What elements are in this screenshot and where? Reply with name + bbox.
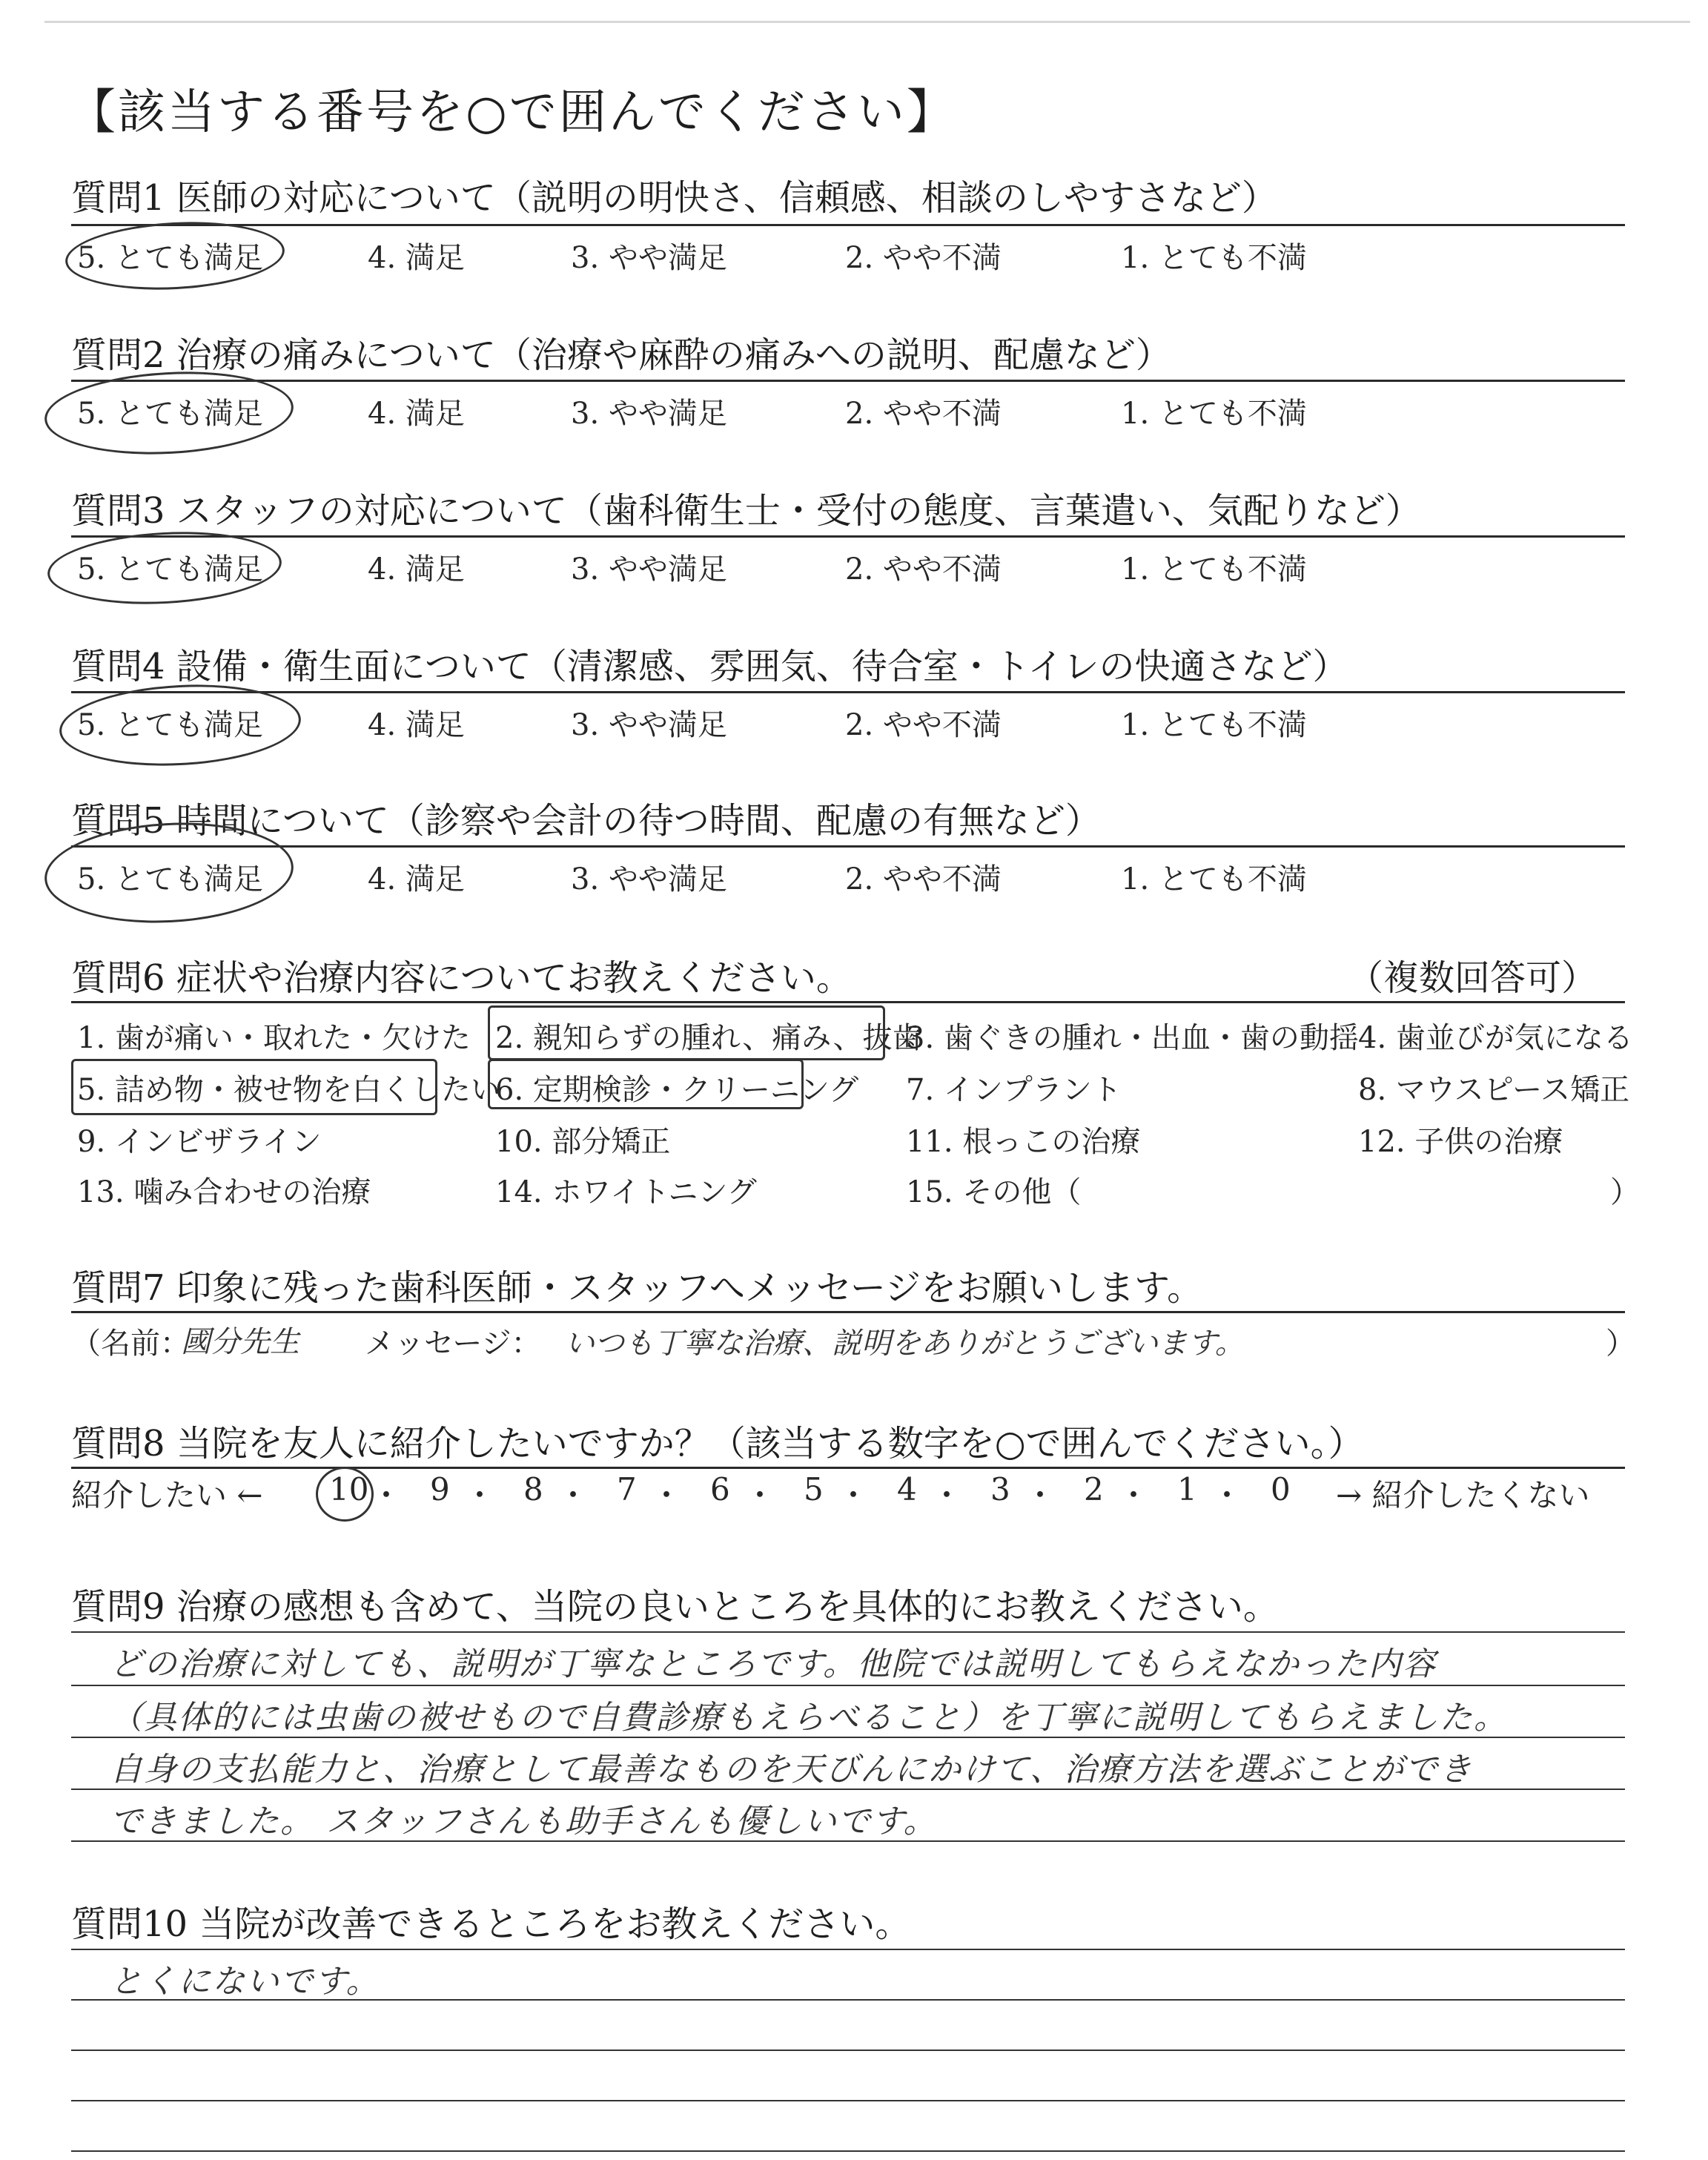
q9-answer-line — [71, 1631, 1625, 1633]
q8-selection-circle — [316, 1467, 374, 1522]
q5-options — [0, 856, 1708, 900]
q8-dot: ・ — [651, 1477, 683, 1513]
q4-rule — [71, 691, 1625, 693]
q5-rule — [71, 845, 1625, 848]
q7-message-label: メッセージ： — [365, 1327, 541, 1361]
q4-option-3[interactable]: 3. やや満足 — [571, 708, 727, 742]
q6-item-10[interactable]: 10. 部分矯正 — [495, 1125, 671, 1159]
q8-left-label: 紹介したい ← — [71, 1477, 263, 1513]
q6-item-6-selection-box — [488, 1059, 804, 1109]
q6-rule — [71, 1001, 1625, 1003]
q8-dot: ・ — [557, 1477, 589, 1513]
q1-selection-circle — [64, 217, 286, 294]
q10-answer-line — [71, 2050, 1625, 2051]
form-header: 【該当する番号を○で囲んでください】 — [68, 85, 956, 140]
q8-dot: ・ — [464, 1477, 496, 1513]
q1-options — [0, 234, 1708, 279]
q8-scale-6[interactable]: 6 — [710, 1471, 730, 1507]
q7-name-value[interactable]: 國分先生 — [181, 1325, 299, 1359]
q9-answer-text[interactable]: どの治療に対しても、説明が丁寧なところです。他院では説明してもらえなかった内容 — [110, 1645, 1437, 1683]
q2-option-4[interactable]: 4. 満足 — [368, 397, 465, 431]
q4-options — [0, 701, 1708, 746]
q6-item-2-selection-box — [488, 1005, 885, 1060]
q6-item-7[interactable]: 7. インプラント — [906, 1073, 1122, 1107]
q2-title: 質問2 治療の痛みについて（治療や麻酔の痛みへの説明、配慮など） — [71, 334, 1171, 376]
q7-name-label: （名前： — [71, 1327, 190, 1361]
q6-item-11[interactable]: 11. 根っこの治療 — [906, 1125, 1141, 1159]
q2-option-5[interactable]: 5. とても満足 — [77, 397, 263, 431]
q8-scale-0[interactable]: 0 — [1271, 1471, 1291, 1507]
q2-rule — [71, 380, 1625, 382]
q2-option-2[interactable]: 2. やや不満 — [845, 397, 1002, 431]
q9-answer-text[interactable]: できました。 スタッフさんも助手さんも優しいです。 — [110, 1803, 938, 1840]
q6-item-5[interactable]: 5. 詰め物・被せ物を白くしたい — [77, 1073, 500, 1107]
q3-title: 質問3 スタッフの対応について（歯科衛生士・受付の態度、言葉遣い、気配りなど） — [71, 490, 1421, 532]
q6-other-close-paren: ） — [1610, 1175, 1640, 1209]
q8-scale-1[interactable]: 1 — [1177, 1471, 1197, 1507]
q5-option-3[interactable]: 3. やや満足 — [571, 862, 727, 896]
q5-option-4[interactable]: 4. 満足 — [368, 862, 465, 896]
q5-title: 質問5 時間について（診察や会計の待つ時間、配慮の有無など） — [71, 800, 1101, 842]
q5-option-2[interactable]: 2. やや不満 — [845, 862, 1002, 896]
q6-item-1[interactable]: 1. 歯が痛い・取れた・欠けた — [77, 1021, 471, 1055]
q6-item-15[interactable]: 15. その他（ — [906, 1175, 1082, 1209]
q1-option-2[interactable]: 2. やや不満 — [845, 241, 1002, 275]
q5-option-5[interactable]: 5. とても満足 — [77, 862, 263, 896]
q6-item-8[interactable]: 8. マウスピース矯正 — [1358, 1073, 1630, 1107]
q10-answer-text[interactable]: とくにないです。 — [110, 1963, 380, 2001]
q1-rule — [71, 224, 1625, 226]
q10-title: 質問10 当院が改善できるところをお教えください。 — [71, 1903, 911, 1945]
q4-title: 質問4 設備・衛生面について（清潔感、雰囲気、待合室・トイレの快適さなど） — [71, 646, 1348, 687]
q3-selection-circle — [46, 526, 284, 610]
q4-option-2[interactable]: 2. やや不満 — [845, 708, 1002, 742]
q8-scale-5[interactable]: 5 — [804, 1471, 824, 1507]
q10-answer-line — [71, 2150, 1625, 2152]
q6-item-2[interactable]: 2. 親知らずの腫れ、痛み、抜歯 — [495, 1021, 922, 1055]
q6-item-14[interactable]: 14. ホワイトニング — [495, 1175, 757, 1209]
q8-dot: ・ — [838, 1477, 870, 1513]
q3-option-3[interactable]: 3. やや満足 — [571, 552, 727, 587]
q8-dot: ・ — [744, 1477, 776, 1513]
q9-answer-text[interactable]: （具体的には虫歯の被せもので自費診療もえらべること）を丁寧に説明してもらえました。 — [110, 1699, 1508, 1737]
q6-item-5-selection-box — [71, 1059, 437, 1115]
q8-scale-10[interactable]: 10 — [329, 1471, 369, 1507]
q8-dot: ・ — [931, 1477, 963, 1513]
q7-message-value[interactable]: いつも丁寧な治療、説明をありがとうございます。 — [565, 1327, 1245, 1361]
q8-dot: ・ — [371, 1477, 403, 1513]
q3-option-4[interactable]: 4. 満足 — [368, 552, 465, 587]
q9-title: 質問9 治療の感想も含めて、当院の良いところを具体的にお教えください。 — [71, 1586, 1279, 1628]
q10-answer-line — [71, 2100, 1625, 2101]
q9-answer-text[interactable]: 自身の支払能力と、治療として最善なものを天びんにかけて、治療方法を選ぶことができ — [110, 1751, 1474, 1789]
q6-item-12[interactable]: 12. 子供の治療 — [1358, 1125, 1563, 1159]
q6-multiple-note: （複数回答可） — [1347, 957, 1597, 999]
q6-title: 質問6 症状や治療内容についてお教えください。 — [71, 957, 852, 999]
q8-scale-2[interactable]: 2 — [1084, 1471, 1104, 1507]
q3-options — [0, 546, 1708, 590]
q1-option-5[interactable]: 5. とても満足 — [77, 241, 263, 275]
q4-option-5[interactable]: 5. とても満足 — [77, 708, 263, 742]
q9-answer-line — [71, 1685, 1625, 1686]
q8-title: 質問8 当院を友人に紹介したいですか？（該当する数字を○で囲んでください。） — [71, 1423, 1364, 1464]
q7-close-paren: ） — [1606, 1327, 1635, 1361]
q3-option-2[interactable]: 2. やや不満 — [845, 552, 1002, 587]
q2-option-3[interactable]: 3. やや満足 — [571, 397, 727, 431]
q6-item-4[interactable]: 4. 歯並びが気になる — [1358, 1021, 1633, 1055]
q1-title: 質問1 医師の対応について（説明の明快さ、信頼感、相談のしやすさなど） — [71, 177, 1277, 219]
q8-dot: ・ — [1118, 1477, 1150, 1513]
q8-dot: ・ — [1211, 1477, 1243, 1513]
q3-option-5[interactable]: 5. とても満足 — [77, 552, 263, 587]
q8-scale-9[interactable]: 9 — [430, 1471, 450, 1507]
q5-option-1[interactable]: 1. とても不満 — [1121, 862, 1307, 896]
q6-item-13[interactable]: 13. 噛み合わせの治療 — [77, 1175, 371, 1209]
q1-option-3[interactable]: 3. やや満足 — [571, 241, 727, 275]
q8-dot: ・ — [1025, 1477, 1056, 1513]
q10-answer-line — [71, 1949, 1625, 1950]
q8-scale-7[interactable]: 7 — [617, 1471, 637, 1507]
top-edge-line — [44, 21, 1690, 23]
q7-rule — [71, 1311, 1625, 1313]
q8-rule — [71, 1467, 1625, 1469]
q6-item-6[interactable]: 6. 定期検診・クリーニング — [495, 1073, 859, 1107]
q4-option-4[interactable]: 4. 満足 — [368, 708, 465, 742]
q3-option-1[interactable]: 1. とても不満 — [1121, 552, 1307, 587]
q8-scale-8[interactable]: 8 — [523, 1471, 543, 1507]
q3-rule — [71, 535, 1625, 538]
q8-scale-3[interactable]: 3 — [990, 1471, 1010, 1507]
q6-item-3[interactable]: 3. 歯ぐきの腫れ・出血・歯の動揺 — [906, 1021, 1359, 1055]
q8-right-label: → 紹介したくない — [1336, 1477, 1590, 1513]
q1-option-1[interactable]: 1. とても不満 — [1121, 241, 1307, 275]
q1-option-4[interactable]: 4. 満足 — [368, 241, 465, 275]
q4-option-1[interactable]: 1. とても不満 — [1121, 708, 1307, 742]
q8-scale-4[interactable]: 4 — [897, 1471, 917, 1507]
q2-options — [0, 390, 1708, 435]
q7-title: 質問7 印象に残った歯科医師・スタッフへメッセージをお願いします。 — [71, 1267, 1203, 1309]
q6-item-9[interactable]: 9. インビザライン — [77, 1125, 322, 1159]
q2-option-1[interactable]: 1. とても不満 — [1121, 397, 1307, 431]
